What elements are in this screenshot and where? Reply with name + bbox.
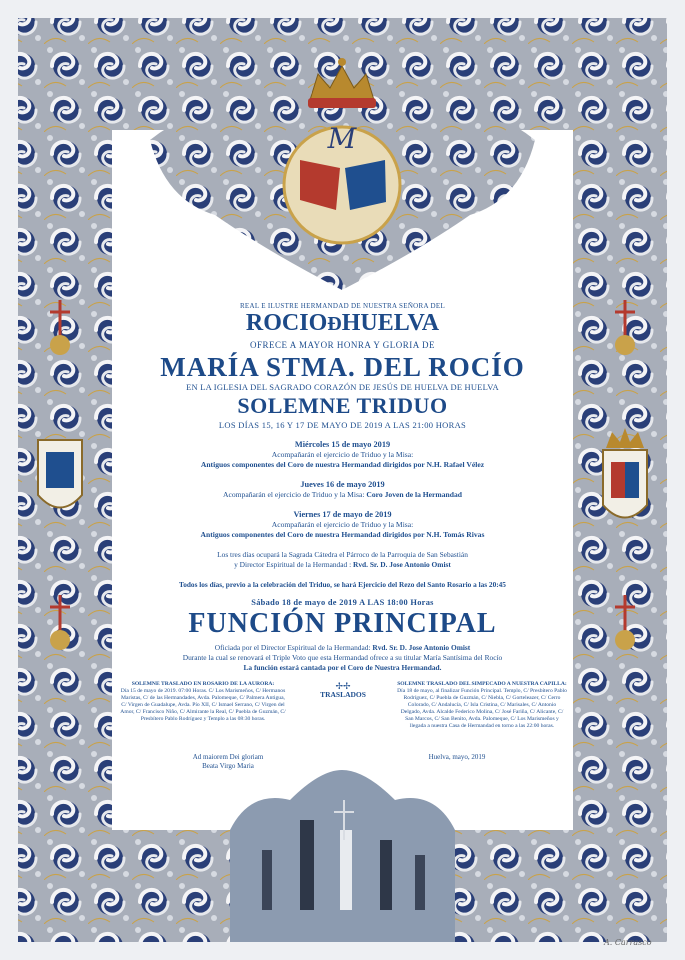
day-2-line2: Coro Joven de la Hermandad bbox=[366, 490, 463, 499]
funcion-line2: Durante la cual se renovará el Triple Voto que esta Hermandad ofrece a su titular María Santísima del Rocío bbox=[182, 653, 503, 662]
traslados-label: TRASLADOS bbox=[320, 690, 366, 699]
footer-motto-2: Beata Virgo Maria bbox=[202, 762, 254, 770]
funcion-date: Sábado 18 de mayo de 2019 A LAS 18:00 Horas bbox=[251, 598, 434, 607]
footer-motto-1: Ad maiorem Dei gloriam bbox=[192, 753, 264, 761]
shield-right-icon bbox=[603, 428, 647, 518]
day-3-line1: Acompañarán el ejercicio de Triduo y la Misa: bbox=[271, 520, 414, 529]
preacher-line1: Los tres días ocupará la Sagrada Cátedra el Párroco de la Parroquia de San Sebastián bbox=[217, 550, 468, 559]
brand-mark: Đ bbox=[327, 313, 342, 335]
day-1-line1: Acompañarán el ejercicio de Triduo y la Misa: bbox=[271, 450, 414, 459]
brand-left: ROCIO bbox=[245, 310, 328, 336]
day-2-line1: Acompañarán el ejercicio de Triduo y la Misa: bbox=[222, 490, 365, 499]
funcion-details bbox=[118, 643, 567, 673]
traslado-aurora bbox=[118, 681, 288, 723]
cross-pair-icon: ✢✢ bbox=[335, 681, 351, 691]
funcion-line3: La función estará cantada por el Coro de Nuestra Hermandad. bbox=[243, 663, 442, 672]
funcion-line1b: Rvd. Sr. D. Jose Antonio Omist bbox=[372, 643, 471, 652]
day-1-date: Miércoles 15 de mayo 2019 bbox=[294, 440, 391, 449]
brand-right: HUELVA bbox=[341, 310, 440, 336]
funcion-line1a: Oficiada por el Director Espiritual de la Hermandad: bbox=[214, 643, 371, 652]
church-line: EN LA IGLESIA DEL SAGRADO CORAZÓN DE JESÚS DE HUELVA DE HUELVA bbox=[186, 382, 499, 392]
traslados-center bbox=[293, 681, 393, 698]
day-1-line2: Antiguos componentes del Coro de nuestra Hermandad dirigidos por N.H. Rafael Vélez bbox=[200, 460, 485, 469]
main-title: MARÍA STMA. DEL ROCÍO bbox=[160, 352, 525, 382]
brotherhood-name-small: REAL E ILUSTRE HERMANDAD DE NUESTRA SEÑORA DEL bbox=[239, 302, 446, 310]
rosary-line: Todos los días, previo a la celebración del Triduo, se hará Ejercicio del Rezo del Santo Rosario a las 20:45 bbox=[179, 580, 506, 589]
traslados-section bbox=[118, 681, 567, 751]
shield-left-icon bbox=[38, 440, 82, 508]
traslado-simpecado-text: Día 18 de mayo, al finalizar Función Principal. Templo, C/ Presbítero Pablo Rodríguez, C/ Puebla de Guzmán, C/ Niebla, C/ Gorteleazer, C/ Cerro Colorado, C/ Andalucía, C/ Isla Cristina, C/ Marisales, C/ Antonio Delgado, Avda. Alcalde Federico Molina, C/ José Fariña, C/ Alicante, C/ San Marcos, C/ San Benito, Avda. Palomeque, C/ Los Marismeños y llegada a nuestra Casa de Hermandad en torno a las 22:00 horas. bbox=[397, 688, 567, 729]
footer-date: Huelva, mayo, 2019 bbox=[428, 753, 486, 761]
funcion-title: FUNCIÓN PRINCIPAL bbox=[188, 608, 497, 639]
traslado-simpecado-head: SOLEMNE TRASLADO DEL SIMPECADO A NUESTRA CAPILLA: bbox=[397, 681, 567, 687]
footer-motto bbox=[178, 753, 278, 771]
preacher-line2a: y Director Espiritual de la Hermandad : bbox=[234, 560, 352, 569]
poster-content bbox=[118, 300, 567, 820]
svg-text:M: M bbox=[327, 122, 357, 155]
preacher-line2b: Rvd. Sr. D. Jose Antonio Omist bbox=[352, 560, 451, 569]
traslado-aurora-head: SOLEMNE TRASLADO EN ROSARIO DE LA AURORA: bbox=[131, 681, 275, 687]
triduo-dates: LOS DÍAS 15, 16 Y 17 DE MAYO DE 2019 A LAS 21:00 HORAS bbox=[218, 420, 467, 430]
day-1 bbox=[118, 440, 567, 470]
day-2-date: Jueves 16 de mayo 2019 bbox=[300, 480, 385, 489]
day-3 bbox=[118, 510, 567, 540]
preacher-info bbox=[118, 550, 567, 570]
offer-line: OFRECE A MAYOR HONRA Y GLORIA DE bbox=[249, 340, 436, 350]
day-3-date: Viernes 17 de mayo de 2019 bbox=[293, 510, 392, 519]
traslado-aurora-text: Día 15 de mayo de 2019. 07:00 Horas. C/ Los Marismeños, C/ Hermanos Maristas, C/ de las Hermandades, Avda. Palomeque, C/ Palmera Antigua, C/ Virgen de Guadalupe, Avda. Pío XII, C/ Ismael Serrano, C/ Virgen del Amor, C/ Francisco Niño, C/ Almirante la Real, C/ Puebla de Guzmán, C/ Presbítero Pablo Rodríguez y Templo a las 08:30 horas. bbox=[120, 688, 286, 722]
traslado-simpecado bbox=[397, 681, 567, 730]
brand-logo bbox=[118, 311, 567, 336]
footer bbox=[118, 753, 567, 783]
day-2 bbox=[118, 480, 567, 500]
day-3-line2: Antiguos componentes del Coro de nuestra Hermandad dirigidos por N.H. Tomás Rivas bbox=[200, 530, 485, 539]
artist-signature: A. Carrasco bbox=[604, 938, 652, 947]
triduo-title: SOLEMNE TRIDUO bbox=[237, 393, 448, 418]
